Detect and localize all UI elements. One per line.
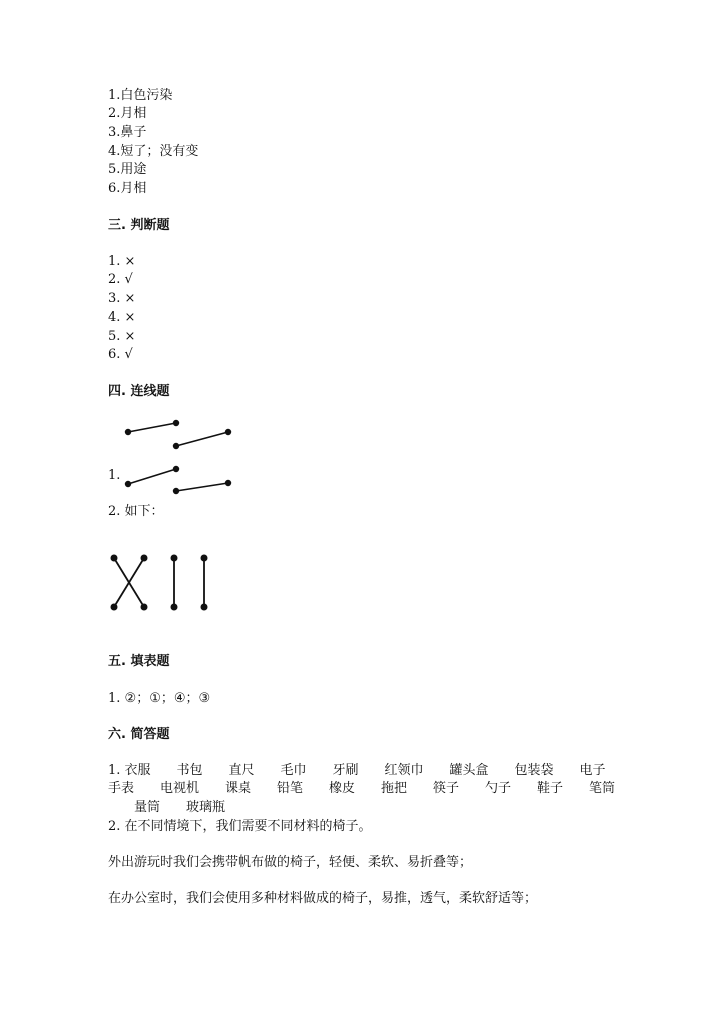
match-dot — [201, 604, 206, 609]
table-answer-line-1: 1. ②；①；④；③ — [108, 691, 211, 706]
section-heading-short-answer: 六. 简答题 — [108, 727, 170, 742]
match-dot — [174, 467, 179, 472]
match-line — [176, 432, 228, 446]
short-answer-paragraph-2: 在办公室时，我们会使用多种材料做成的椅子，易推，透气，柔软舒适等； — [108, 891, 538, 906]
match-dot — [226, 481, 231, 486]
matching-item-2-label: 2. 如下： — [108, 504, 164, 519]
match-dot — [111, 555, 116, 560]
short-answer-line-1a: 1. 衣服 书包 直尺 毛巾 牙刷 红领巾 罐头盒 包装袋 电子 — [108, 763, 606, 778]
matching-lines-figure-2 — [106, 552, 216, 614]
section-heading-judgement: 三. 判断题 — [108, 218, 170, 233]
match-dot — [174, 444, 179, 449]
answer-line-4: 4.短了；没有变 — [108, 144, 199, 159]
answer-line-3: 3.鼻子 — [108, 125, 147, 140]
short-answer-line-1c: 量筒 玻璃瓶 — [108, 800, 226, 815]
match-dot — [171, 555, 176, 560]
judgement-line-2: 2. √ — [108, 272, 133, 287]
short-answer-line-2: 2. 在不同情境下，我们需要不同材料的椅子。 — [108, 819, 372, 834]
answer-line-2: 2.月相 — [108, 106, 147, 121]
match-dot — [171, 604, 176, 609]
judgement-line-1: 1. × — [108, 254, 136, 269]
match-line — [128, 469, 176, 484]
section-heading-matching: 四. 连线题 — [108, 384, 170, 399]
answer-line-1: 1.白色污染 — [108, 88, 173, 103]
match-dot — [201, 555, 206, 560]
matching-lines-figure-1 — [118, 416, 238, 496]
judgement-line-5: 5. × — [108, 329, 136, 344]
judgement-line-6: 6. √ — [108, 347, 133, 362]
answer-line-6: 6.月相 — [108, 181, 147, 196]
answer-line-5: 5.用途 — [108, 162, 147, 177]
match-dot — [226, 430, 231, 435]
match-dot — [174, 421, 179, 426]
match-dot — [141, 604, 146, 609]
matching-item-1-label: 1. — [108, 468, 121, 483]
match-dot — [126, 430, 131, 435]
section-heading-table: 五. 填表题 — [108, 654, 170, 669]
short-answer-line-1b: 手表 电视机 课桌 铅笔 橡皮 拖把 筷子 勺子 鞋子 笔筒 — [108, 781, 616, 796]
match-dot — [174, 489, 179, 494]
match-line — [128, 423, 176, 432]
judgement-line-3: 3. × — [108, 291, 136, 306]
match-dot — [141, 555, 146, 560]
short-answer-paragraph-1: 外出游玩时我们会携带帆布做的椅子，轻便、柔软、易折叠等； — [108, 855, 473, 870]
match-line — [176, 483, 228, 491]
match-dot — [126, 482, 131, 487]
judgement-line-4: 4. × — [108, 310, 136, 325]
match-dot — [111, 604, 116, 609]
